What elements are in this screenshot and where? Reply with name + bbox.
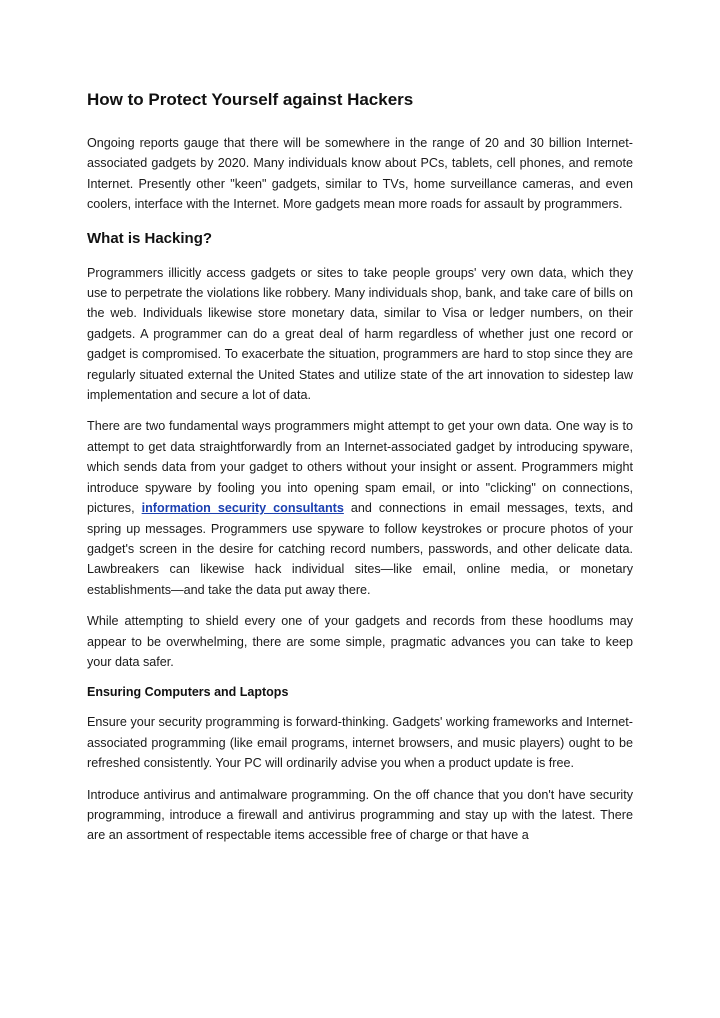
hacking-paragraph-2-text-after: and connections in email messages, texts, and spring up messages. Programmers use spyware to follow keystrokes or procure photos of your gadget's screen in the desire for catching record numbers, passwords, and other delicate data. Lawbreakers can likewise hack individual sites—like email, online media, or monetary establishments—and take the data put away there. (87, 501, 633, 597)
document-page (87, 88, 633, 857)
hacking-paragraph-3: While attempting to shield every one of your gadgets and records from these hoodlums may appear to be overwhelming, there are some simple, pragmatic advances you can take to keep your data safer. (87, 614, 633, 669)
hacking-paragraph-1: Programmers illicitly access gadgets or sites to take people groups' very own data, which they use to perpetrate the violations like robbery. Many individuals shop, bank, and take care of bills on the web. Individuals likewise store monetary data, similar to Visa or ledger numbers, on their gadgets. A programmer can do a great deal of harm regardless of whether just one record or gadget is compromised. To exacerbate the situation, programmers are hard to stop since they are regularly situated external the United States and utilize state of the art innovation to sidestep law implementation and secure a lot of data. (87, 265, 633, 403)
computers-paragraph-2: Introduce antivirus and antimalware programming. On the off chance that you don't have security programming, introduce a firewall and antivirus programming and stay up with the latest. There are an assortment of respectable items accessible free of charge or that have a (87, 787, 633, 843)
section-heading-computers: Ensuring Computers and Laptops (87, 685, 289, 700)
information-security-consultants-link[interactable]: information security consultants (141, 501, 344, 516)
computers-paragraph-1: Ensure your security programming is forward-thinking. Gadgets' working frameworks and Internet-associated programming (like email programs, internet browsers, and music players) ought to be refreshed consistently. Your PC will ordinarily advise you when a product update is free. (87, 715, 633, 771)
intro-paragraph: Ongoing reports gauge that there will be somewhere in the range of 20 and 30 billion Internet-associated gadgets by 2020. Many individuals know about PCs, tablets, cell phones, and remote Internet. Presently other "keen" gadgets, similar to TVs, home surveillance cameras, and even coolers, interface with the Internet. More gadgets mean more roads for assault by programmers. (87, 136, 633, 212)
section-heading-hacking: What is Hacking? (87, 229, 213, 247)
document-title: How to Protect Yourself against Hackers (87, 90, 414, 109)
hacking-paragraph-2 (87, 416, 633, 600)
hacking-paragraph-2-text-before: There are two fundamental ways programmers might attempt to get your own data. One way is to attempt to get data straightforwardly from an Internet-associated gadget by introducing spyware, which sends data from your gadget to others without your insight or assent. Programmers might introduce spyware by fooling you into opening spam email, or into "clicking" on connections, pictures, (87, 419, 633, 516)
